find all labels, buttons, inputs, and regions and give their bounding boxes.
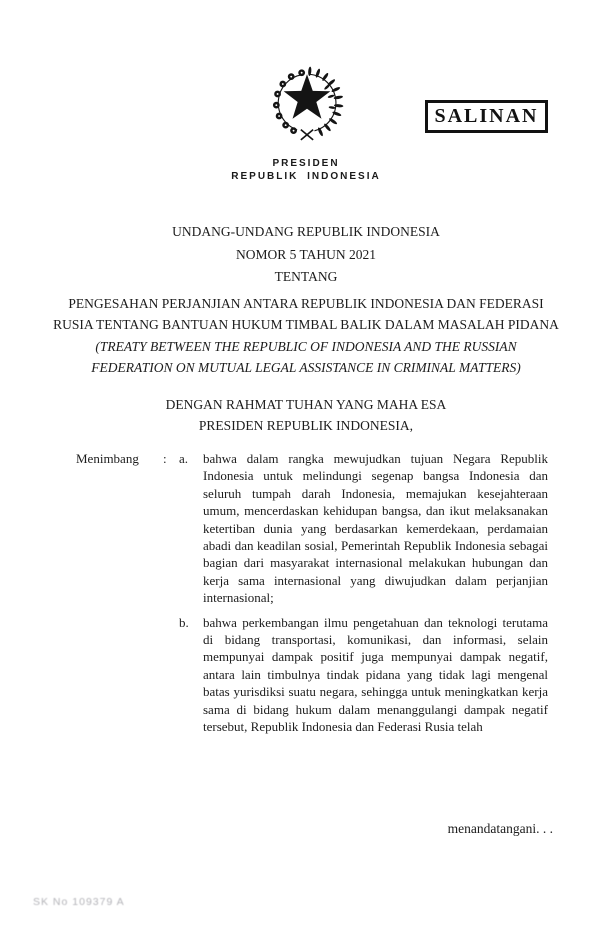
catchword: menandatangani. . . xyxy=(447,821,553,836)
presidential-seal-icon xyxy=(267,61,347,147)
menimbang-label: Menimbang xyxy=(76,451,139,466)
subject-english-line-1: (TREATY BETWEEN THE REPUBLIC OF INDONESIA AND THE RUSSIAN xyxy=(95,338,517,354)
item-marker-a: a. xyxy=(179,451,189,466)
invocation-line-2: PRESIDEN REPUBLIK INDONESIA, xyxy=(198,418,414,433)
subject-line-1: PENGESAHAN PERJANJIAN ANTARA REPUBLIK INDONESIA DAN FEDERASI xyxy=(68,295,544,311)
salinan-label: SALINAN xyxy=(434,105,539,127)
law-number: NOMOR 5 TAHUN 2021 xyxy=(235,246,377,262)
letterhead-republik-indonesia: REPUBLIK INDONESIA xyxy=(231,171,381,182)
title-block xyxy=(40,221,572,379)
item-marker-b: b. xyxy=(179,614,189,630)
invocation-line-1: DENGAN RAHMAT TUHAN YANG MAHA ESA xyxy=(165,397,447,412)
consideration-items xyxy=(179,450,548,736)
invocation xyxy=(40,394,572,436)
law-title: UNDANG-UNDANG REPUBLIK INDONESIA xyxy=(172,224,440,239)
law-subject xyxy=(40,293,572,379)
item-text-b: bahwa perkembangan ilmu pengetahuan dan teknologi terutama di bidang transportasi, komunikasi, dan informasi, selain mempunyai dampak positif juga mempunyai dampak negatif, antara lain timbulnya tindak pidana yang tidak lagi mengenal batas yurisdiksi suatu negara, sehingga untuk meningkatkan kerja sama di bidang hukum dalam menanggulangi dampak negatif tersebut, Republik Indonesia dan Federasi Rusia telah xyxy=(203,614,548,735)
item-text-a: bahwa dalam rangka mewujudkan tujuan Negara Republik Indonesia untuk melindungi segenap bangsa Indonesia dan seluruh tumpah darah Indonesia, memajukan kesejahteraan umum, mencerdaskan kehidupan bangsa, dan ikut melaksanakan ketertiban dunia yang berdasarkan kemerdekaan, perdamaian abadi dan keadilan sosial, Pemerintah Republik Indonesia sebagai bagian dari masyarakat internasional melakukan hubungan dan kerja sama internasional yang diwujudkan dalam perjanjian internasional; xyxy=(203,451,548,606)
consideration-item-b xyxy=(179,614,548,736)
tentang-label: TENTANG xyxy=(274,269,338,284)
subject-english-line-2: FEDERATION ON MUTUAL LEGAL ASSISTANCE IN CRIMINAL MATTERS) xyxy=(91,360,521,375)
doc-control-number: SK No 109379 A xyxy=(33,896,125,908)
consideration-item-a xyxy=(179,450,548,607)
subject-line-2: RUSIA TENTANG BANTUAN HUKUM TIMBAL BALIK DALAM MASALAH PIDANA xyxy=(53,317,559,332)
menimbang-colon: : xyxy=(163,451,167,466)
letterhead xyxy=(156,157,456,183)
salinan-stamp xyxy=(425,100,548,133)
considerations-section xyxy=(76,450,548,736)
letterhead-presiden: PRESIDEN xyxy=(272,158,340,169)
